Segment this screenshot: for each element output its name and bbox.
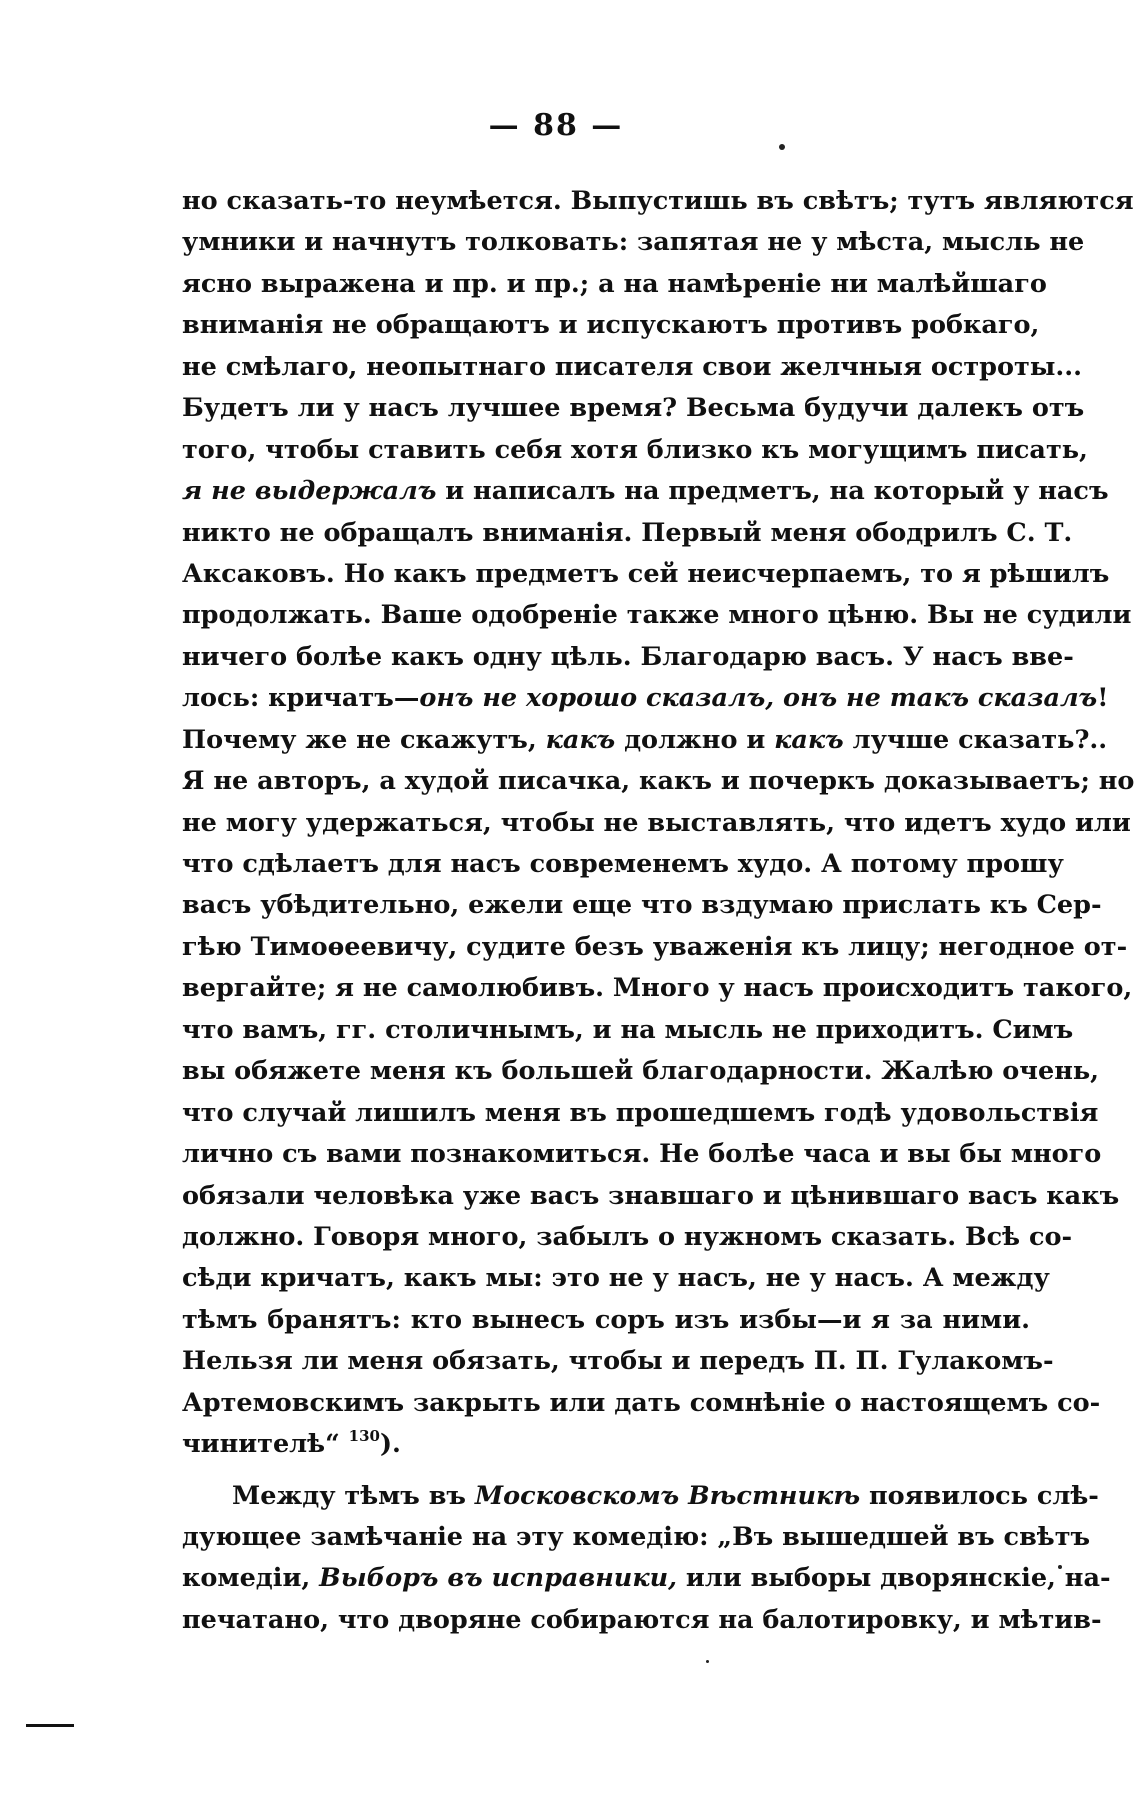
- text-line: не могу удержаться, чтобы не выставлять, что идетъ худо или: [182, 807, 1131, 838]
- text-line: что сдѣлаетъ для насъ современемъ худо. А потому прошу: [182, 849, 1064, 879]
- text-line: печатано, что дворяне собираются на балотировку, и мѣтив-: [182, 1604, 1102, 1635]
- text-run: комедіи,: [182, 1563, 320, 1594]
- text-line: но сказать-то неумѣется. Выпустишь въ свѣтъ; тутъ являются: [182, 186, 1134, 216]
- italic-phrase: какъ: [774, 724, 844, 755]
- paragraph-1: [182, 181, 1135, 1466]
- text-run: и написалъ на предметъ, на который у насъ: [436, 476, 1109, 507]
- text-line: вы обяжете меня къ большей благодарности. Жалѣю очень,: [182, 1056, 1100, 1087]
- text-run: лучше сказать?..: [843, 724, 1108, 755]
- page-number: — 88 —: [488, 108, 624, 143]
- text-line: Будетъ ли у насъ лучшее время? Весьма будучи далекъ отъ: [182, 393, 1085, 424]
- ink-speck: [779, 144, 785, 150]
- text-line: ничего болѣе какъ одну цѣль. Благодарю васъ. У насъ вве-: [182, 641, 1074, 672]
- text-line: что случай лишилъ меня въ прошедшемъ годѣ удовольствія: [182, 1097, 1099, 1128]
- text-line: обязали человѣка уже васъ знавшаго и цѣнившаго васъ какъ: [182, 1180, 1120, 1211]
- text-run: или выборы дворянскіе, на-: [677, 1563, 1111, 1594]
- page-edge-mark: [26, 1724, 74, 1727]
- text-line: Артемовскимъ закрыть или дать сомнѣніе о настоящемъ со-: [182, 1387, 1101, 1418]
- text-line: ясно выражена и пр. и пр.; а на намѣреніе ни малѣйшаго: [182, 268, 1047, 299]
- text-line: [182, 1558, 1111, 1599]
- text-run: должно и: [615, 724, 775, 755]
- text-line: гѣю Тимоѳеевичу, судите безъ уваженія къ лицу; негодное от-: [182, 931, 1128, 962]
- text-line: Аксаковъ. Но какъ предметъ сей неисчерпаемъ, то я рѣшилъ: [182, 558, 1110, 589]
- text-line: лично съ вами познакомиться. Не болѣе часа и вы бы много: [182, 1139, 1102, 1170]
- text-line: продолжать. Ваше одобреніе также много цѣню. Вы не судили: [182, 600, 1132, 631]
- body-text: [182, 181, 1135, 1641]
- text-line: дующее замѣчаніе на эту комедію: „Въ вышедшей въ свѣтъ: [182, 1522, 1091, 1552]
- text-line: [182, 678, 1109, 719]
- text-line: никто не обращалъ вниманія. Первый меня ободрилъ С. Т.: [182, 517, 1073, 548]
- text-line: не смѣлаго, неопытнаго писателя свои желчныя остроты...: [182, 351, 1083, 382]
- text-line: того, чтобы ставить себя хотя близко къ могущимъ писать,: [182, 434, 1088, 465]
- text-line: [182, 471, 1109, 512]
- italic-phrase: онъ не хорошо сказалъ, онъ не такъ сказалъ: [419, 683, 1098, 714]
- text-run: лось: кричатъ—: [182, 683, 420, 714]
- text-line: [182, 1424, 1030, 1465]
- text-line: что вамъ, гг. столичнымъ, и на мысль не приходитъ. Симъ: [182, 1014, 1074, 1045]
- text-line: должно. Говоря много, забылъ о нужномъ сказать. Всѣ со-: [182, 1221, 1073, 1252]
- text-line: умники и начнутъ толковать: запятая не у мѣста, мысль не: [182, 227, 1085, 258]
- text-run: !: [1097, 683, 1109, 714]
- text-run: Между тѣмъ въ: [232, 1480, 475, 1511]
- text-line: сѣди кричатъ, какъ мы: это не у насъ, не у насъ. А между: [182, 1263, 1050, 1294]
- text-line: [182, 1476, 1099, 1517]
- footnote-ref: 130: [348, 1427, 380, 1446]
- text-run: появилось слѣ-: [860, 1480, 1099, 1511]
- text-line: вниманія не обращаютъ и испускаютъ противъ робкаго,: [182, 310, 1040, 341]
- ink-speck: [706, 1660, 709, 1663]
- paragraph-2: [182, 1476, 1111, 1642]
- italic-phrase: Московскомъ Вѣстникѣ: [474, 1480, 861, 1511]
- text-line: васъ убѣдительно, ежели еще что вздумаю прислать къ Сер-: [182, 890, 1102, 921]
- text-run: чинителѣ“: [182, 1429, 349, 1460]
- italic-phrase: Выборъ въ исправники,: [319, 1563, 678, 1594]
- text-line: Нельзя ли меня обязать, чтобы и передъ П. П. Гулакомъ-: [182, 1346, 1054, 1377]
- italic-phrase: я не выдержалъ: [182, 476, 437, 507]
- text-line: вергайте; я не самолюбивъ. Много у насъ происходитъ такого,: [182, 973, 1133, 1004]
- text-run: Почему же не скажутъ,: [182, 724, 546, 755]
- text-run: ).: [379, 1429, 401, 1460]
- text-line: Я не авторъ, а худой писачка, какъ и почеркъ доказываетъ; но: [182, 766, 1135, 797]
- text-line: [182, 720, 1108, 761]
- italic-phrase: какъ: [545, 724, 616, 755]
- text-line: тѣмъ бранятъ: кто вынесъ соръ изъ избы—и я за ними.: [182, 1304, 1030, 1335]
